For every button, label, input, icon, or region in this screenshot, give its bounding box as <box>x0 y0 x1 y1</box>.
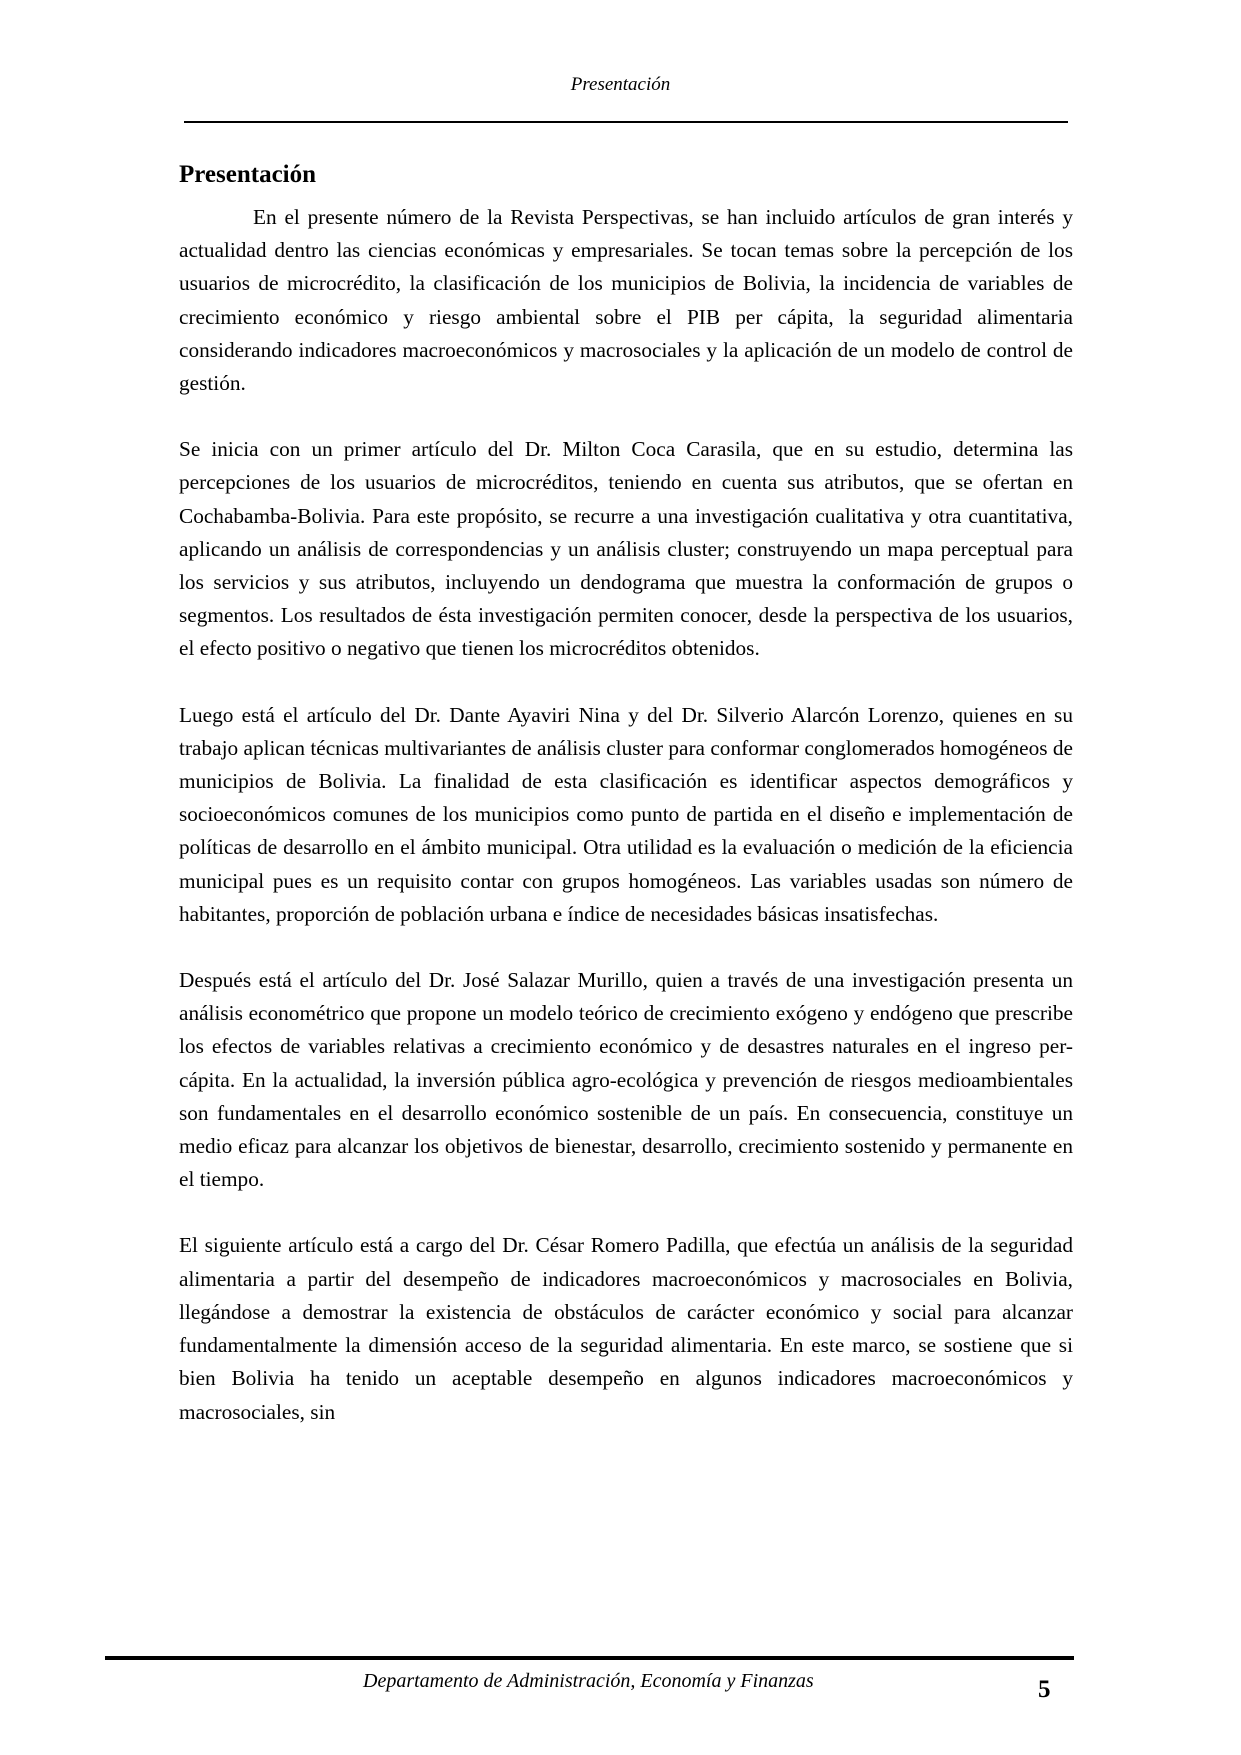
main-content <box>179 158 1073 1462</box>
paragraph-coca: Se inicia con un primer artículo del Dr. Milton Coca Carasila, que en su estudio, determina las percepciones de los usuarios de microcréditos, teniendo en cuenta sus atributos, que se ofertan en Cochabamba-Bolivia. Para este propósito, se recurre a una investigación cualitativa y otra cuantitativa, aplicando un análisis de correspondencias y un análisis cluster; construyendo un mapa perceptual para los servicios y sus atributos, incluyendo un dendograma que muestra la conformación de grupos o segmentos. Los resultados de ésta investigación permiten conocer, desde la perspectiva de los usuarios, el efecto positivo o negativo que tienen los microcréditos obtenidos. <box>179 437 1073 661</box>
page-number: 5 <box>1038 1676 1051 1703</box>
paragraph-ayaviri: Luego está el artículo del Dr. Dante Ayaviri Nina y del Dr. Silverio Alarcón Lorenzo, quienes en su trabajo aplican técnicas multivariantes de análisis cluster para conformar conglomerados homogéneos de municipios de Bolivia. La finalidad de esta clasificación es identificar aspectos demográficos y socioeconómicos comunes de los municipios como punto de partida en el diseño e implementación de políticas de desarrollo en el ámbito municipal. Otra utilidad es la evaluación o medición de la eficiencia municipal pues es un requisito contar con grupos homogéneos. Las variables usadas son número de habitantes, proporción de población urbana e índice de necesidades básicas insatisfechas. <box>179 702 1073 926</box>
section-title: Presentación <box>179 161 317 188</box>
paragraph-romero: El siguiente artículo está a cargo del Dr. César Romero Padilla, que efectúa un análisis de la seguridad alimentaria a partir del desempeño de indicadores macroeconómicos y macrosociales en Bolivia, llegándose a demostrar la existencia de obstáculos de carácter económico y social para alcanzar fundamentalmente la dimensión acceso de la seguridad alimentaria. En este marco, se sostiene que si bien Bolivia ha tenido un aceptable desempeño en algunos indicadores macroeconómicos y macrosociales, sin <box>179 1233 1073 1424</box>
footer-department: Departamento de Administración, Economía y Finanzas <box>363 1670 814 1692</box>
header-divider <box>184 121 1068 123</box>
running-header: Presentación <box>570 74 671 95</box>
paragraph-intro: En el presente número de la Revista Perspectivas, se han incluido artículos de gran interés y actualidad dentro las ciencias económicas y empresariales. Se tocan temas sobre la percepción de los usuarios de microcrédito, la clasificación de los municipios de Bolivia, la incidencia de variables de crecimiento económico y riesgo ambiental sobre el PIB per cápita, la seguridad alimentaria considerando indicadores macroeconómicos y macrosociales y la aplicación de un modelo de control de gestión. <box>179 205 1073 396</box>
footer-divider <box>105 1656 1074 1660</box>
paragraph-salazar: Después está el artículo del Dr. José Salazar Murillo, quien a través de una investigación presenta un análisis econométrico que propone un modelo teórico de crecimiento exógeno y endógeno que prescribe los efectos de variables relativas a crecimiento económico y de desastres naturales en el ingreso per-cápita. En la actualidad, la inversión pública agro-ecológica y prevención de riesgos medioambientales son fundamentales en el desarrollo económico sostenible de un país. En consecuencia, constituye un medio eficaz para alcanzar los objetivos de bienestar, desarrollo, crecimiento sostenido y permanente en el tiempo. <box>179 968 1073 1192</box>
